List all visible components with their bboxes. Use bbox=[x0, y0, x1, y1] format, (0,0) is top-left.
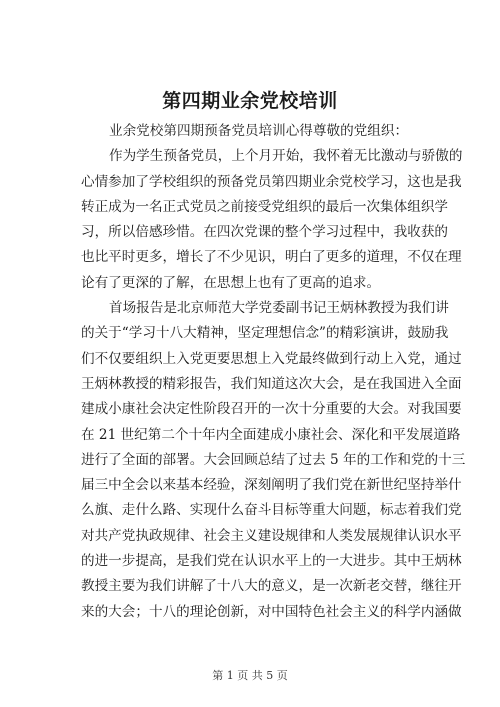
text-line: 也比平时更多，增长了不少见识，明白了更多的道理，不仅在理 bbox=[81, 249, 462, 266]
text-line: 来的大会；十八的理论创新，对中国特色社会主义的科学内涵做 bbox=[81, 603, 462, 620]
text-line: 王炳林教授的精彩报告，我们知道这次大会，是在我国进入全面 bbox=[81, 375, 462, 392]
document-title: 第四期业余党校培训 bbox=[162, 90, 338, 112]
text-line: 对共产党执政规律、社会主义建设规律和人类发展规律认识水平 bbox=[81, 527, 462, 544]
text-line: 心情参加了学校组织的预备党员第四期业余党校学习，这也是我 bbox=[81, 173, 462, 190]
text-line: 论有了更深的了解，在思想上也有了更高的追求。 bbox=[81, 274, 381, 291]
text-line: 首场报告是北京师范大学党委副书记王炳林教授为我们讲 bbox=[109, 300, 449, 317]
text-line: 在 21 世纪第二个十年内全面建成小康社会、深化和平发展道路 bbox=[81, 426, 461, 443]
text-line: 教授主要为我们讲解了十八大的意义，是一次新老交替，继往开 bbox=[81, 578, 462, 595]
page-footer: 第 1 页 共 5 页 bbox=[212, 669, 288, 682]
text-line: 习，所以倍感珍惜。在四次党课的整个学习过程中，我收获的 bbox=[81, 224, 449, 241]
text-line: 的进一步提高，是我们党在认识水平上的一大进步。其中王炳林 bbox=[81, 553, 462, 570]
text-line: 们不仅要组织上入党更要思想上入党最终做到行动上入党，通过 bbox=[81, 350, 462, 367]
text-line: 转正成为一名正式党员之前接受党组织的最后一次集体组织学 bbox=[81, 198, 449, 215]
text-line: 进行了全面的部署。大会回顾总结了过去 5 年的工作和党的十三 bbox=[81, 451, 466, 468]
text-line: 建成小康社会决定性阶段召开的一次十分重要的大会。对我国要 bbox=[81, 401, 462, 418]
text-line: 届三中全会以来基本经验，深刻阐明了我们党在新世纪坚持举什 bbox=[81, 477, 462, 494]
text-line: 作为学生预备党员，上个月开始，我怀着无比激动与骄傲的 bbox=[109, 148, 463, 165]
text-line: 业余党校第四期预备党员培训心得尊敬的党组织： bbox=[109, 123, 409, 139]
text-line: 么旗、走什么路、实现什么奋斗目标等重大问题，标志着我们党 bbox=[81, 502, 462, 519]
text-line: 的关于“学习十八大精神，坚定理想信念”的精彩演讲，鼓励我 bbox=[81, 325, 449, 342]
document-body bbox=[81, 119, 466, 625]
